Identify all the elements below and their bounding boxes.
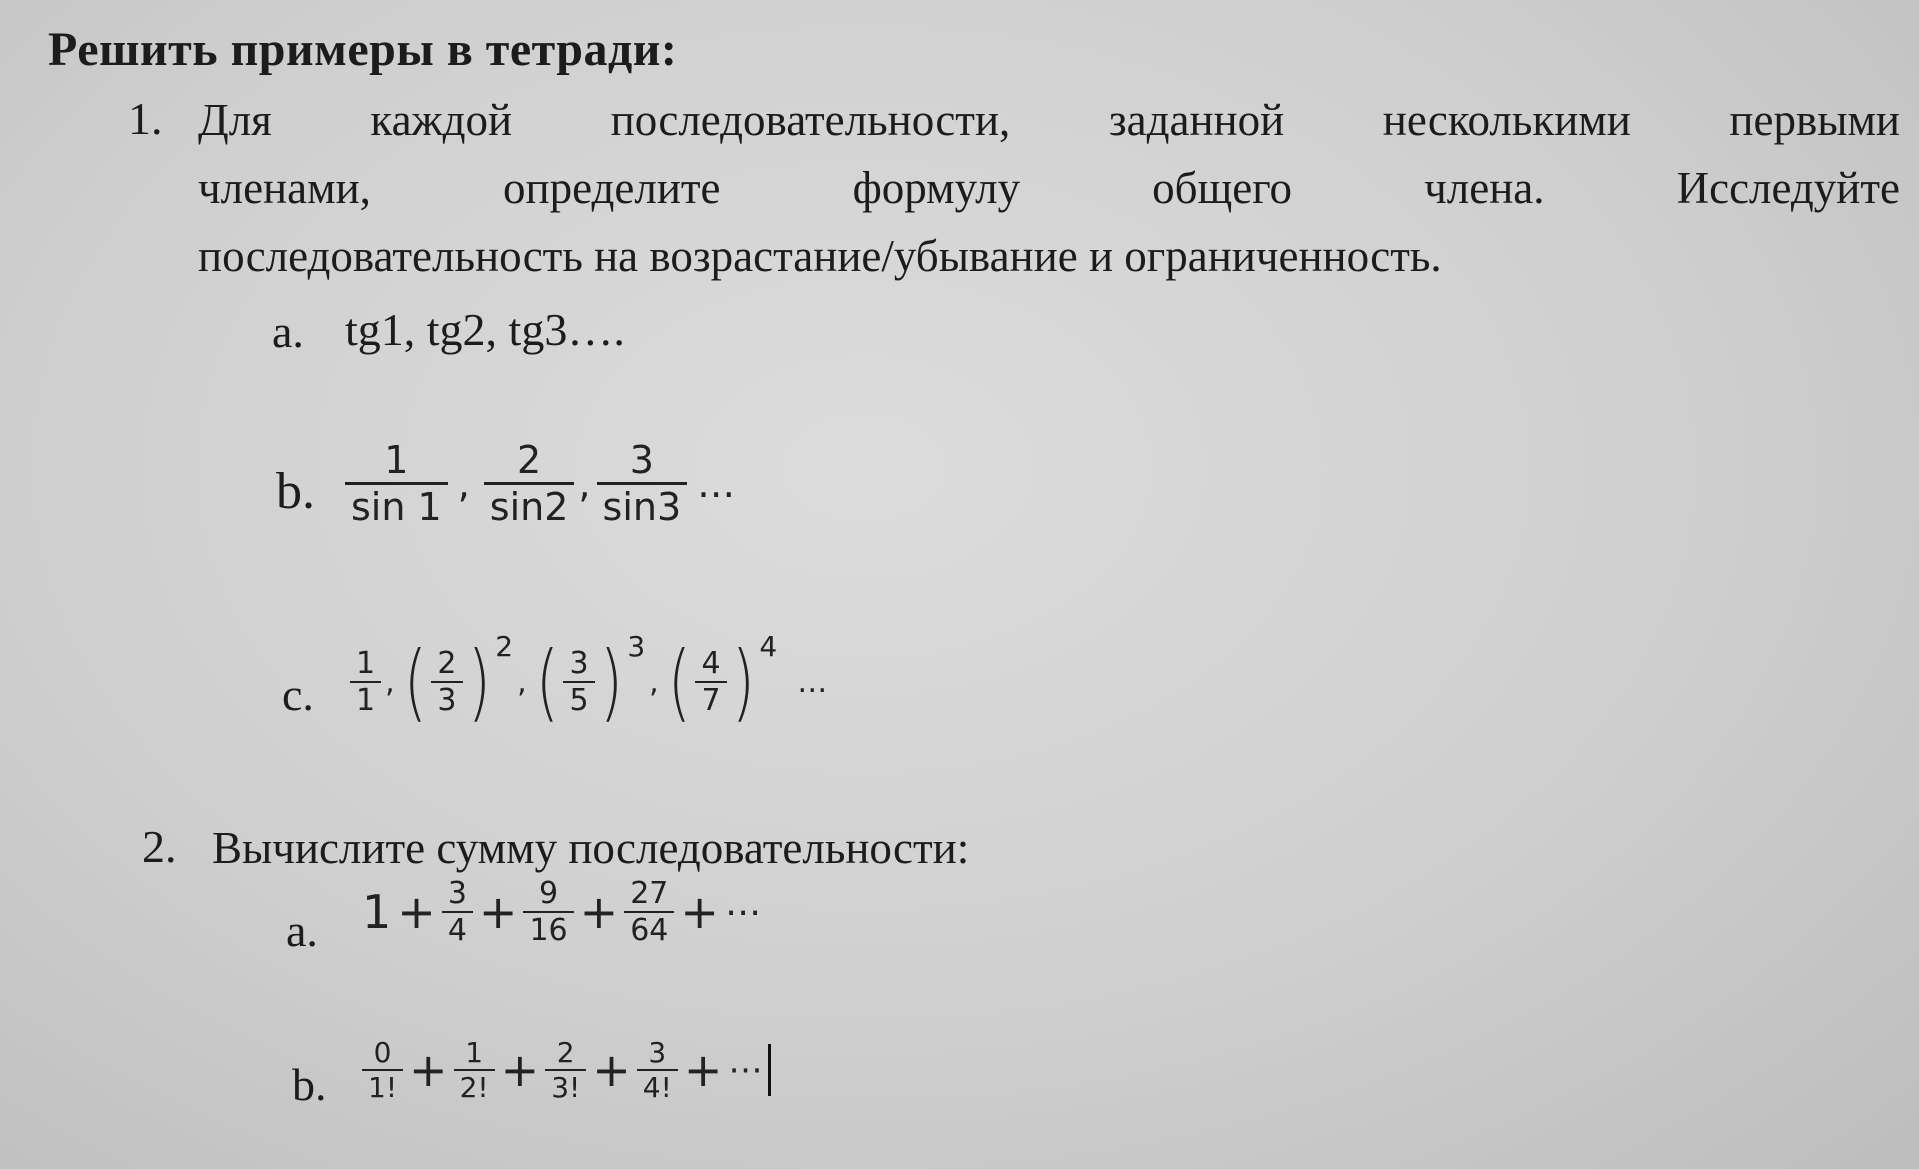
text-cursor [768,1044,771,1096]
task-1-line-1: Для каждой последовательности, заданной несколькими первыми [198,95,1900,145]
ellipsis: ⋯ [724,891,761,933]
plus: + [478,885,518,939]
fraction-numerator: 3 [569,646,589,681]
fraction-denominator: 3 [437,683,457,718]
fraction [597,438,688,529]
fraction-denominator: 64 [630,913,669,948]
fraction [637,1036,678,1104]
task-1a-sequence: tg1, tg2, tg3…. [345,304,625,355]
plus: + [592,1043,631,1097]
fraction [362,1036,403,1104]
power-term [531,633,628,731]
fraction-numerator: 1 [356,646,376,681]
task-2-number: 2. [142,821,177,872]
comma: , [457,461,470,506]
fraction-numerator: 1 [465,1036,484,1069]
fraction-numerator: 3 [629,438,654,482]
task-1b-sequence [345,438,735,529]
task-1-line-2: членами, определите формулу общего члена. Исследуйте [198,163,1900,213]
plus: + [409,1043,448,1097]
fraction [484,438,575,529]
plus: + [397,885,436,939]
fraction-numerator: 0 [373,1036,392,1069]
fraction [345,438,448,529]
comma: , [578,461,591,506]
fraction [563,646,594,718]
right-paren: ) [467,633,491,731]
fraction-numerator: 3 [447,876,467,911]
fraction-numerator: 1 [384,438,409,482]
right-paren: ) [731,633,755,731]
task-1b-label: b. [276,463,315,520]
task-2a-label: a. [286,905,318,956]
fraction [350,646,381,718]
fraction-denominator: 2! [459,1071,489,1104]
task-1c-label: c. [282,669,314,720]
fraction [624,876,674,948]
exponent: 4 [759,630,778,663]
ellipsis: … [697,461,736,506]
left-paren: ( [667,633,691,731]
fraction-denominator: 3! [551,1071,581,1104]
fraction-denominator: sin3 [602,485,682,529]
fraction [431,646,462,718]
ellipsis: … [797,664,828,700]
first-term: 1 [362,885,392,939]
fraction-numerator: 3 [648,1036,667,1069]
comma: , [385,664,395,700]
task-2a-series [362,876,761,948]
fraction-numerator: 2 [556,1036,575,1069]
exponent: 3 [627,630,646,663]
fraction-denominator: 4! [642,1071,672,1104]
comma: , [517,664,527,700]
fraction-denominator: 1! [368,1071,398,1104]
fraction-denominator: 5 [569,683,589,718]
task-2b-series [362,1036,771,1104]
task-1-line-3: последовательность на возрастание/убывание и ограниченность. [198,231,1442,281]
fraction-numerator: 4 [701,646,721,681]
comma: , [649,664,659,700]
fraction [454,1036,495,1104]
task-1c-sequence [350,630,828,731]
fraction-denominator: 4 [447,913,467,948]
task-1-number: 1. [128,93,163,144]
fraction-denominator: 16 [529,913,568,948]
fraction-denominator: 1 [356,683,376,718]
fraction [545,1036,586,1104]
plus: + [579,885,619,939]
right-paren: ) [599,633,623,731]
fraction-numerator: 2 [517,438,542,482]
fraction-numerator: 2 [437,646,457,681]
power-term [399,633,496,731]
power-term [663,633,760,731]
plus: + [500,1043,540,1097]
plus: + [680,885,719,939]
left-paren: ( [535,633,559,731]
task-2b-label: b. [292,1059,327,1110]
fraction-denominator: 7 [701,683,721,718]
fraction [523,876,573,948]
left-paren: ( [403,633,427,731]
fraction-numerator: 27 [630,876,669,911]
task-1-text [198,86,1900,290]
ellipsis: ⋯ [728,1050,763,1090]
fraction-denominator: sin2 [489,485,569,529]
fraction-denominator: sin 1 [351,485,442,529]
exponent: 2 [495,630,514,663]
page-title: Решить примеры в тетради: [48,23,678,76]
plus: + [683,1043,723,1097]
task-1a-label: a. [272,306,304,357]
fraction-numerator: 9 [539,876,559,911]
fraction [695,646,726,718]
fraction [442,876,473,948]
task-2-text: Вычислите сумму последовательности: [212,823,970,873]
